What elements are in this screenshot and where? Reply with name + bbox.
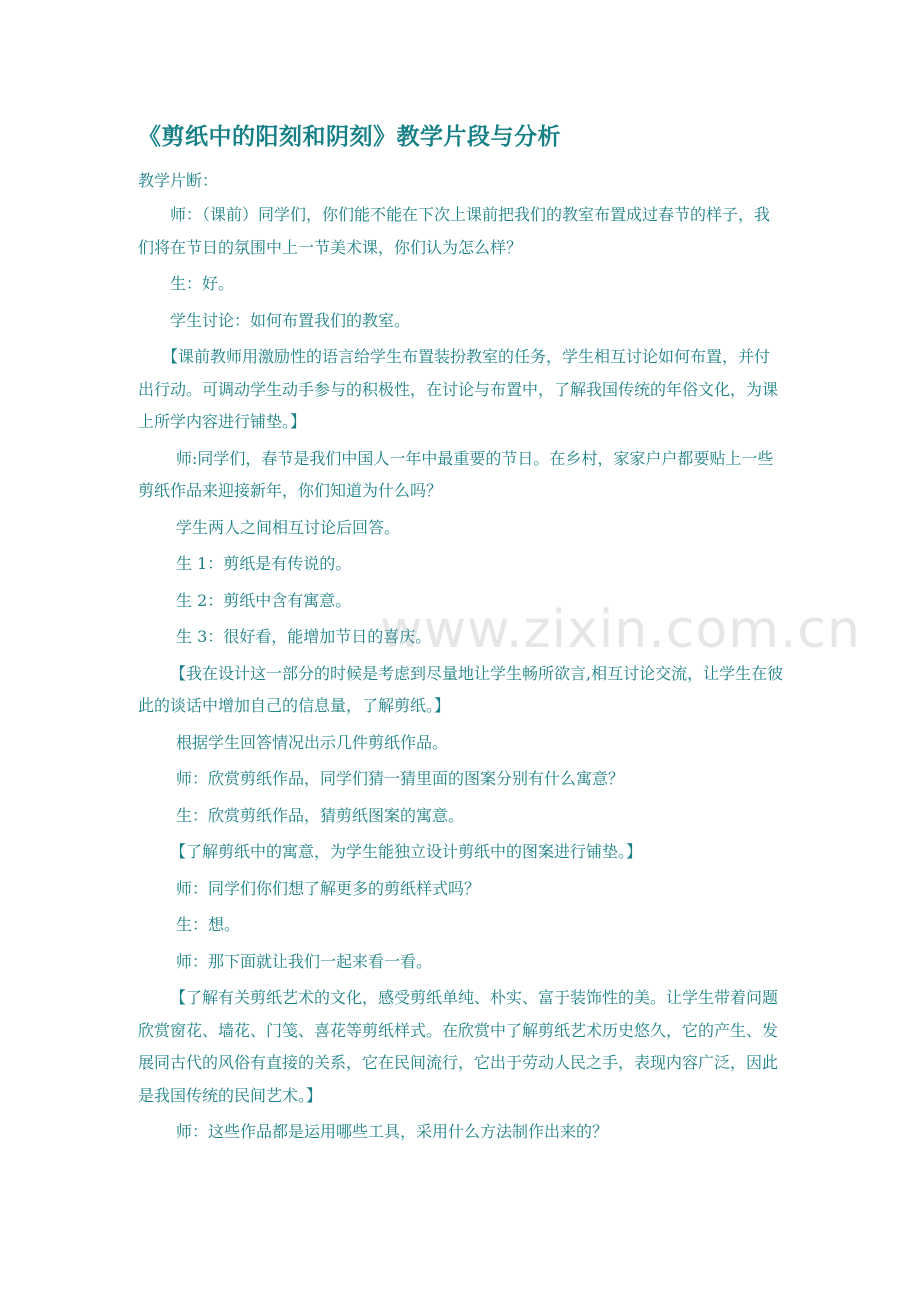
paragraph-teacher-4: 师：同学们你们想了解更多的剪纸样式吗？	[176, 878, 481, 898]
paragraph-analysis-2: 【我在设计这一部分的时候是考虑到尽量地让学生畅所欲言,相互讨论交流，让学生在彼此的谈话中增加自己的信息量，了解剪纸。】	[138, 663, 784, 715]
paragraph-student-2: 生：欣赏剪纸作品，猜剪纸图案的寓意。	[176, 805, 465, 825]
paragraph-teacher-3: 师：欣赏剪纸作品，同学们猜一猜里面的图案分别有什么寓意？	[176, 769, 625, 788]
paragraph-analysis-4: 【了解有关剪纸艺术的文化，感受剪纸单纯、朴实、富于装饰性的美。让学生带着问题欣赏窗花、墙花、门笺、喜花等剪纸样式。在欣赏中了解剪纸艺术历史悠久，它的产生、发展同古代的风俗有直接的关系，它在民间流行，它出于劳动人民之手，表现内容广泛，因此是我国传统的民间艺术。】	[138, 988, 779, 1105]
paragraph-student-c: 生 3：很好看，能增加节日的喜庆。	[176, 627, 432, 646]
paragraph-analysis-1: 【课前教师用激励性的语言给学生布置装扮教室的任务，学生相互讨论如何布置，并付出行动。可调动学生动手参与的积极性，在讨论与布置中，了解我国传统的年俗文化，为课上所学内容进行铺垫。】	[138, 347, 779, 431]
paragraph-student-a: 生 1：剪纸是有传说的。	[176, 554, 352, 573]
paragraph-teacher-2: 师:同学们，春节是我们中国人一年中最重要的节日。在乡村，家家户户都要贴上一些剪纸作品来迎接新年，你们知道为什么吗？	[138, 448, 774, 500]
paragraph-show-works: 根据学生回答情况出示几件剪纸作品。	[176, 732, 449, 752]
paragraph-student-3: 生：想。	[176, 915, 241, 934]
document-title: 《剪纸中的阳刻和阴刻》教学片段与分析	[138, 123, 561, 150]
paragraph-discussion: 学生讨论：如何布置我们的教室。	[170, 310, 411, 330]
paragraph-pair-discussion: 学生两人之间相互讨论后回答。	[176, 517, 401, 537]
document-body	[138, 199, 784, 1153]
paragraph-analysis-3: 【了解剪纸中的寓意，为学生能独立设计剪纸中的图案进行铺垫。】	[170, 842, 643, 861]
paragraph-student-1: 生：好。	[170, 274, 235, 293]
watermark-text: www.zixin.com.cn	[380, 600, 861, 660]
paragraph-teacher-1: 师：（课前）同学们，你们能不能在下次上课前把我们的教室布置成过春节的样子，我们将在节日的氛围中上一节美术课，你们认为怎么样？	[138, 205, 771, 257]
paragraph-student-b: 生 2：剪纸中含有寓意。	[176, 590, 352, 610]
section-label: 教学片断：	[138, 171, 219, 190]
paragraph-teacher-5: 师：那下面就让我们一起来看一看。	[176, 951, 433, 971]
paragraph-teacher-6: 师：这些作品都是运用哪些工具，采用什么方法制作出来的？	[176, 1122, 609, 1141]
